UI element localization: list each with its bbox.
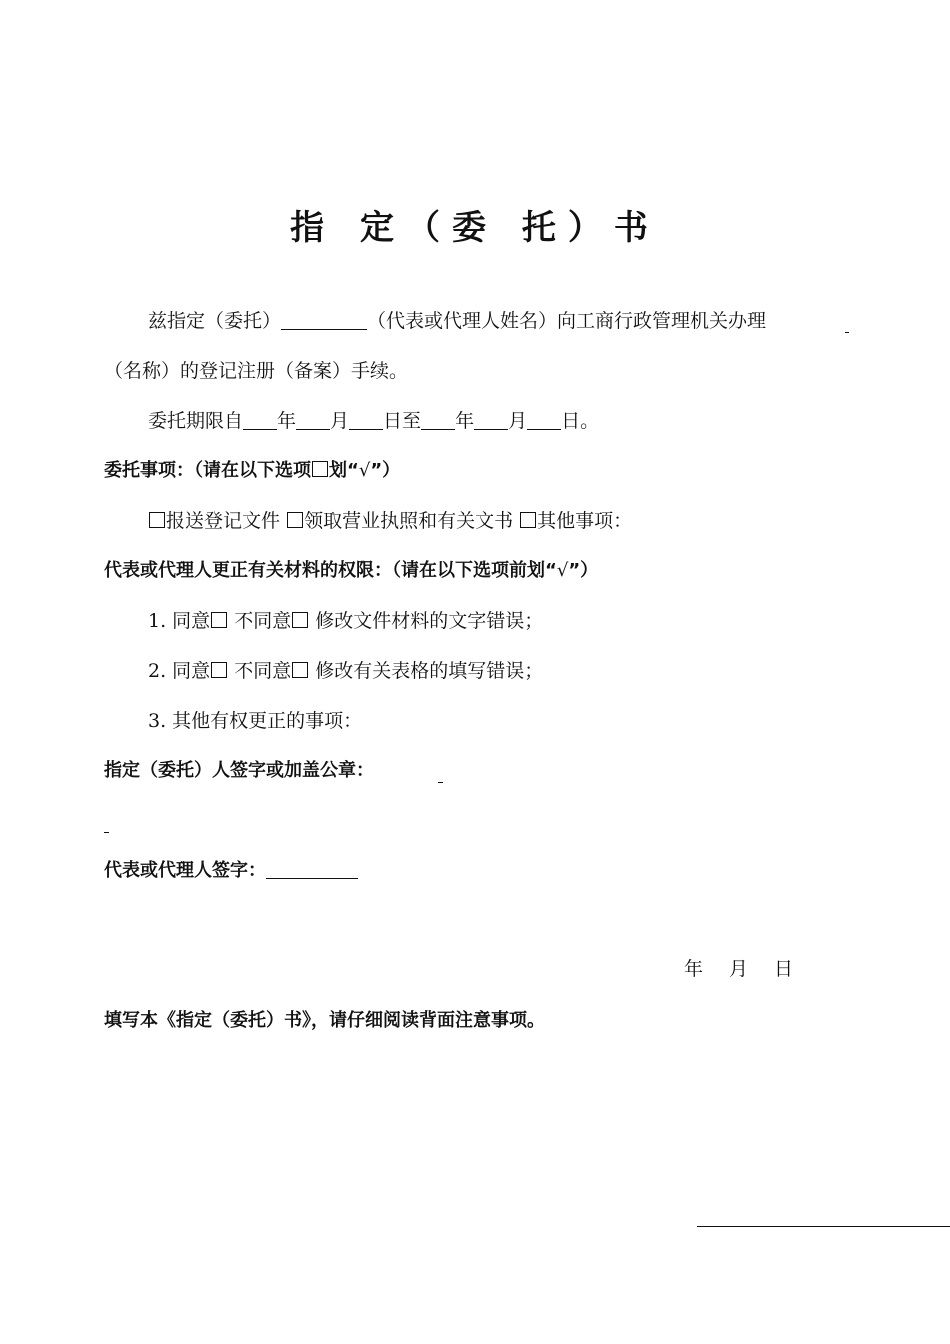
commission-period [148,408,599,434]
authority-item-1 [148,608,543,634]
option-receive-license: 领取营业执照和有关文书 [304,510,514,532]
authority-heading [104,558,598,584]
period-year2-label: 年 [455,410,475,432]
checkbox-item1-agree[interactable] [211,612,227,628]
principal-signature-continuation[interactable] [104,832,109,833]
paragraph-registration: （名称）的登记注册（备案）手续。 [104,360,409,382]
sign-date [684,956,793,982]
matters-heading-text: 委托事项：（请在以下选项 [104,460,311,481]
item1-text: 修改文件材料的文字错误； [315,610,544,632]
checkbox-item2-agree[interactable] [211,662,227,678]
period-year-label: 年 [277,410,297,432]
start-month-blank[interactable] [296,409,330,430]
agent-signature-field[interactable] [266,858,358,879]
end-year-blank[interactable] [421,409,455,430]
option-submit-documents: 报送登记文件 [166,510,281,532]
item1-disagree-label: 不同意 [234,610,292,632]
checkbox-submit-documents[interactable] [149,512,165,528]
item1-agree-label: 1. 同意 [148,610,211,632]
period-day-end-label: 日。 [561,410,600,432]
end-month-blank[interactable] [474,409,508,430]
checkmark-icon: √ [556,560,569,581]
checkbox-sample [312,461,328,477]
checkbox-item1-disagree[interactable] [292,612,308,628]
start-year-blank[interactable] [243,409,277,430]
principal-signature-label: 指定（委托）人签字或加盖公章： [104,760,374,781]
matters-heading-end: ”） [370,460,401,481]
name-blank-mark [845,332,849,333]
authority-heading-end: ”） [568,560,599,581]
checkmark-icon: √ [358,460,371,481]
matters-heading-mid: 划“ [329,460,359,481]
date-year-label: 年 [684,958,704,980]
footnote-separator [697,1226,950,1227]
period-month2-label: 月 [508,410,528,432]
period-day-to-label: 日至 [383,410,422,432]
designation-prefix: 兹指定（委托） [148,310,282,332]
matters-options [148,508,632,534]
principal-signature-field[interactable] [438,782,443,783]
checkbox-other-matters[interactable] [520,512,536,528]
date-day-label: 日 [774,958,794,980]
checkbox-receive-license[interactable] [287,512,303,528]
agent-signature-label: 代表或代理人签字： [104,860,266,881]
start-day-blank[interactable] [349,409,383,430]
item2-text: 修改有关表格的填写错误； [315,660,544,682]
item2-disagree-label: 不同意 [234,660,292,682]
agent-name-blank[interactable] [281,309,367,330]
end-day-blank[interactable] [527,409,561,430]
footer-note: 填写本《指定（委托）书》，请仔细阅读背面注意事项。 [104,1010,545,1031]
option-other-matters: 其他事项： [537,510,633,532]
document-title: 指 定（委 托）书 [290,208,660,248]
matters-heading [104,458,400,484]
date-month-label: 月 [729,958,749,980]
agent-signature-row [104,858,358,884]
period-prefix: 委托期限自 [148,410,244,432]
item2-agree-label: 2. 同意 [148,660,211,682]
designation-suffix: （代表或代理人姓名）向工商行政管理机关办理 [367,310,767,332]
authority-item-3: 3. 其他有权更正的事项： [148,710,363,732]
authority-heading-text: 代表或代理人更正有关材料的权限：（请在以下选项前划“ [104,560,557,581]
paragraph-designation [148,308,766,334]
authority-item-2 [148,658,543,684]
period-month-label: 月 [330,410,350,432]
checkbox-item2-disagree[interactable] [292,662,308,678]
